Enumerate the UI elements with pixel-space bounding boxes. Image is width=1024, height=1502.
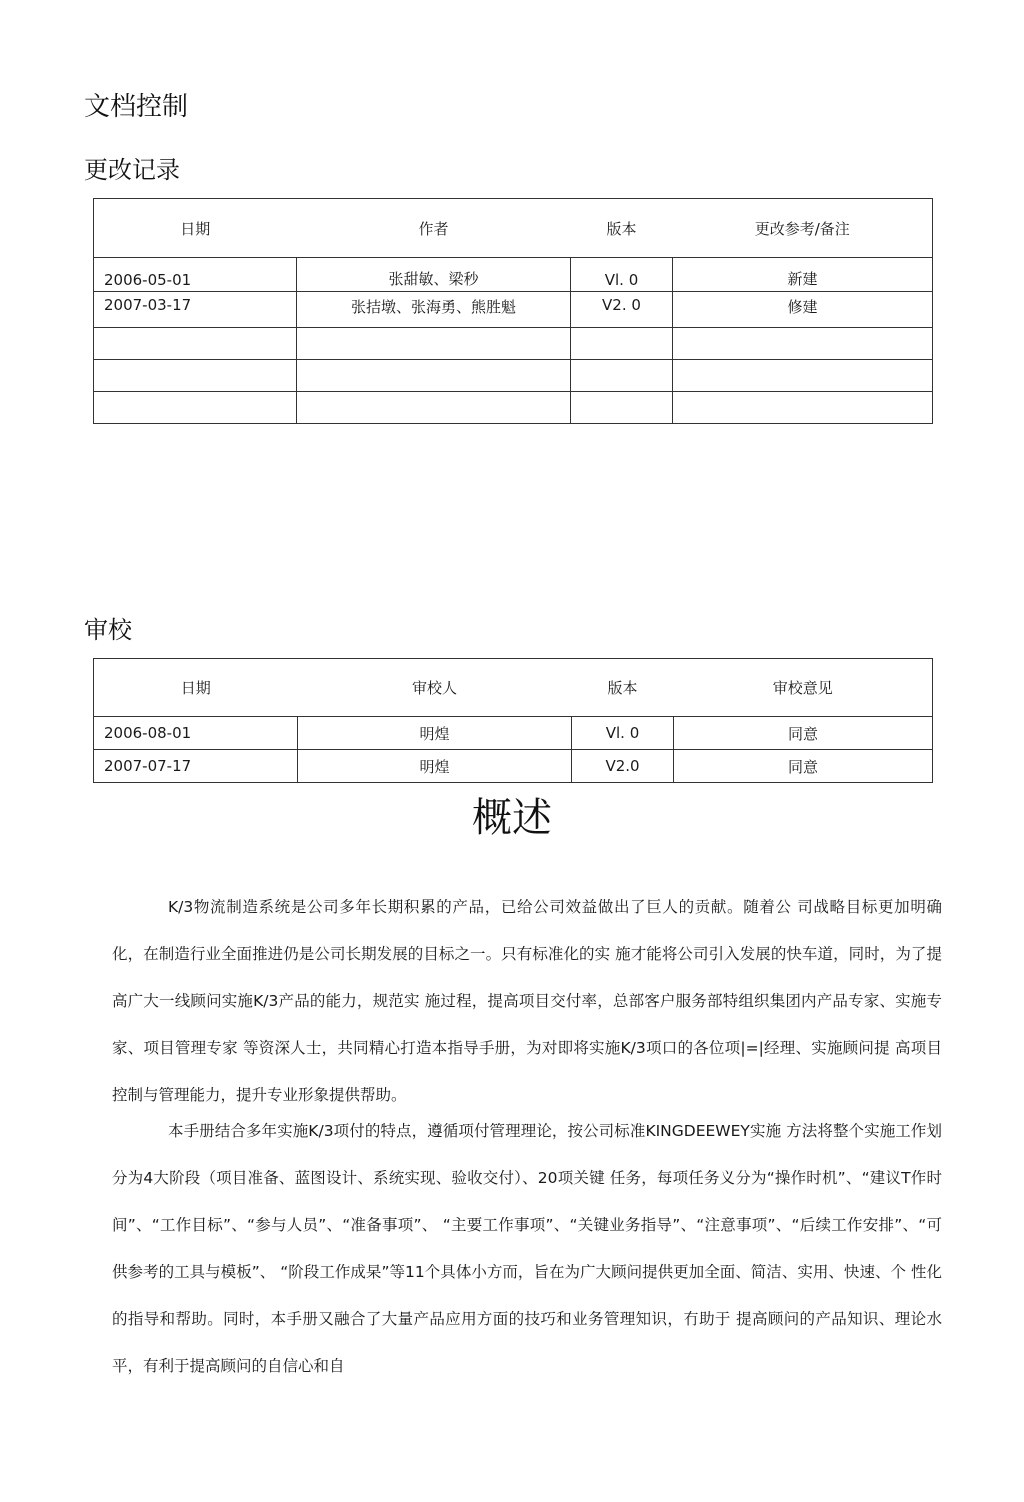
review-title: 审校	[84, 616, 132, 644]
header-version: 版本	[571, 199, 673, 258]
cell-version	[571, 360, 673, 392]
cell-opinion: 同意	[674, 750, 933, 783]
overview-title: 概述	[472, 795, 552, 841]
cell-author	[297, 360, 571, 392]
cell-date: 2006-08-01	[94, 717, 298, 750]
cell-date: 2007-03-17	[94, 292, 297, 328]
table-row	[94, 717, 933, 750]
table-row	[94, 292, 933, 328]
doc-control-title: 文档控制	[84, 92, 189, 122]
overview-paragraph-1: K/3物流制造系统是公司多年长期积累的产品，已给公司效益做出了巨人的贡献。随着公 司战略目标更加明确化，在制造行业全面推进仍是公司长期发展的目标之一。只有标准化的实 施才能将公司引入发展的快车道，同时，为了提高广大一线顾问实施K/3产品的能力，规范实 施过程，提高项目交付率，总部客户服务部特组织集团内产品专家、实施专家、项目管理专家 等资深人士，共同精心打造本指导手册，为对即将实施K/3项口的各位项|=|经理、实施顾问提 高项目控制与管理能力，提升专业形象提供帮助。	[112, 898, 942, 1104]
header-opinion: 审校意见	[674, 659, 933, 717]
cell-version: Vl. 0	[571, 258, 673, 292]
change-log-title: 更改记录	[84, 156, 180, 184]
cell-author: 张拮墩、张海勇、熊胜魁	[297, 292, 571, 328]
cell-reviewer: 明煌	[298, 717, 572, 750]
cell-author	[297, 328, 571, 360]
cell-version	[571, 328, 673, 360]
cell-version: V2. 0	[571, 292, 673, 328]
review-table	[93, 658, 933, 783]
cell-notes: 修建	[673, 292, 933, 328]
cell-date: 2007-07-17	[94, 750, 298, 783]
table-header-row	[94, 659, 933, 717]
cell-date	[94, 392, 297, 424]
header-date: 日期	[94, 659, 298, 717]
table-header-row	[94, 199, 933, 258]
header-author: 作者	[297, 199, 571, 258]
table-row	[94, 750, 933, 783]
table-row	[94, 328, 933, 360]
header-version: 版本	[572, 659, 674, 717]
table-row	[94, 258, 933, 292]
cell-version	[571, 392, 673, 424]
header-notes: 更改参考/备注	[673, 199, 933, 258]
overview-paragraph-2: 本手册结合多年实施K/3项付的特点，遵循项付管理理论，按公司标准KINGDEEWEY实施 方法将整个实施工作划分为4大阶段（项目准备、蓝图设计、系统实现、验收交付）、20项关键 任务，每项任务义分为“操作时机”、“建议T作时间”、“工作目标”、“参与人员”、“准备事项”、 “主要工作事项”、“关键业务指导”、“注意事项”、“后续工作安排”、“可供参考的工具与模板”、 “阶段工作成杲”等11个具体小方而，旨在为广大顾问提供更加全面、简洁、实用、快速、个 性化的指导和帮助。同时，本手册又融合了大量产品应用方面的技巧和业务管理知识，冇助于 提高顾问的产品知识、理论水平，有利于提高顾问的自信心和自	[112, 1122, 942, 1375]
header-reviewer: 审校人	[298, 659, 572, 717]
cell-version: Vl. 0	[572, 717, 674, 750]
cell-notes	[673, 392, 933, 424]
cell-date	[94, 328, 297, 360]
header-date: 日期	[94, 199, 297, 258]
cell-notes	[673, 328, 933, 360]
table-row	[94, 360, 933, 392]
cell-notes	[673, 360, 933, 392]
change-log-table	[93, 198, 933, 424]
cell-date	[94, 360, 297, 392]
cell-reviewer: 明煌	[298, 750, 572, 783]
table-row	[94, 392, 933, 424]
cell-author	[297, 392, 571, 424]
cell-version: V2.0	[572, 750, 674, 783]
cell-date: 2006-05-01	[94, 258, 297, 292]
cell-author: 张甜敏、梁秒	[297, 258, 571, 292]
cell-notes: 新建	[673, 258, 933, 292]
cell-opinion: 同意	[674, 717, 933, 750]
